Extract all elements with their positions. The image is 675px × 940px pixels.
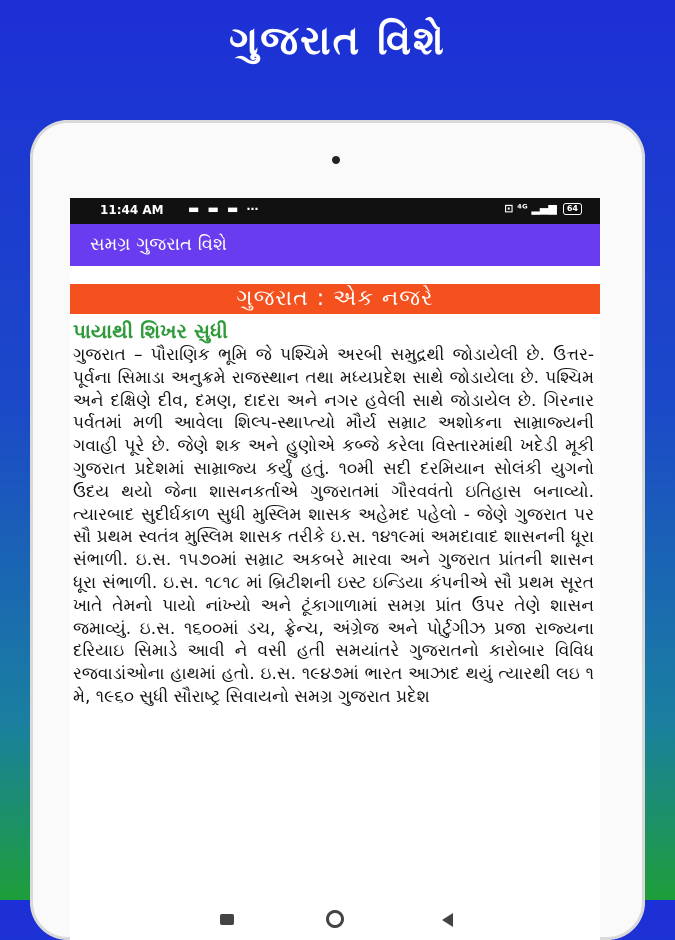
signal-icon: ⊡ ⁴ᴳ ▂▄▆ [504,202,557,215]
app-title: સમગ્ર ગુજરાત વિશે [90,234,227,255]
section-banner: ગુજરાત : એક નજરે [70,284,600,314]
article-body: ગુજરાત – પૌરાણિક ભૂમિ જે પશ્ચિમે અરબી સમુદ્રથી જોડાયેલી છે. ઉત્તર-પૂર્વના સિમાડા અનુક્રમે રાજસ્થાન તથા મધ્યપ્રદેશ સાથે જોડાયેલા છે. પશ્ચિમ અને દક્ષિણે દીવ, દમણ, દાદરા અને નગર હવેલી સાથે જોડાયેલ છે. ગિરનાર પર્વતમાં મળી આવેલા શિલ્પ-સ્થાપ્ત્યો મૌર્ય સમ્રાટ અશોકના સામ્રાજ્યની ગવાહી પૂરે છે. જેણે શક અને હુણોએ કબ્જે કરેલા વિસ્તારમાંથી ખદેડી મૂકી ગુજરાત પ્રદેશમાં સામ્રાજ્ય કર્યું હતું. ૧૦મી સદી દરમિયાન સોલંકી યુગનો ઉદય થયો જેના શાસનકર્તાએ ગુજરાતમાં ગૌરવવંતો ઇતિહાસ બનાવ્યો. ત્યારબાદ સુદીર્ઘકાળ સુધી મુસ્લિમ શાસક અહેમદ પહેલો - જેણે ગુજરાત પર સૌ પ્રથમ સ્વતંત્ર મુસ્લિમ શાસક તરીકે ઇ.સ. ૧૪૧૯માં અમદાવાદ શાસનની ધૂરા સંભાળી. ઇ.સ. ૧૫૭૦માં સમ્રાટ અકબરે મારવા અને ગુજરાત પ્રાંતની શાસન ધૂરા સંભાળી. ઇ.સ. ૧૮૧૮ માં બ્રિટીશની ઇસ્ટ ઇન્ડિયા કંપનીએ સૌ પ્રથમ સૂરત ખાતે તેમનો પાયો નાંખ્યો અને ટૂંકાગાળામાં સમગ્ર પ્રાંત ઉપર તેણે શાસન જમાવ્યું. ઇ.સ. ૧૬૦૦માં ડચ, ફ્રેન્ચ, અંગ્રેજ અને પોર્ટુગીઝ પ્રજા રાજ્યના દરિયાઇ સિમાડે આવી ને વસી હતી સમયાંતરે ગુજરાતનો કારોબાર વિવિધ રજવાડાંઓના હાથમાં હતો. ઇ.સ. ૧૯૪૭માં ભારત આઝાદ થયું ત્યારથી લઇ ૧ મે, ૧૯૬૦ સુધી સૌરાષ્ટ્ર સિવાયનો સમગ્ર ગુજરાત પ્રદેશ [73,345,594,707]
spacer [70,266,600,284]
home-circle-icon[interactable] [326,910,344,928]
status-right-icons [504,202,582,215]
navigation-bar [70,902,600,940]
article-content[interactable] [70,314,600,709]
camera-dot [332,156,340,164]
notification-icons: ▬ ▬ ▬ ⋯ [188,202,261,216]
promo-title: ગુજરાત વિશે [229,18,446,64]
tablet-frame [30,120,645,940]
recents-square-icon[interactable] [220,914,234,925]
app-bar [70,224,600,266]
back-triangle-icon[interactable] [442,913,453,927]
status-bar [70,198,600,224]
device-screen [70,198,600,940]
battery-icon: 64 [563,203,582,215]
article-heading: પાયાથી શિખર સુધી [73,319,228,343]
status-time: 11:44 AM [100,203,164,217]
